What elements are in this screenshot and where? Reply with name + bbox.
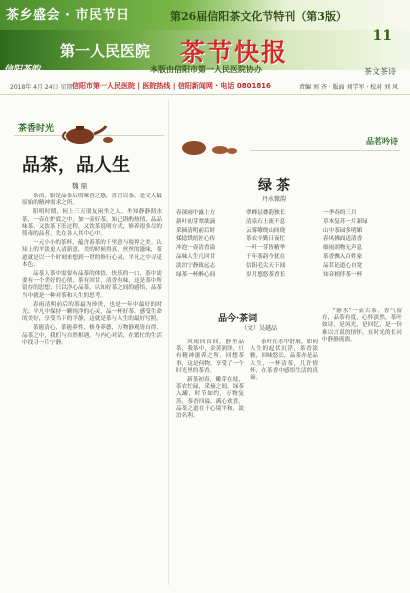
- poem-line: 茶香飘入百姓家: [323, 253, 363, 260]
- info-bar: [0, 80, 410, 95]
- paragraph: 阳明时期，何上三五朋友闲坐之人，坐知静静沏水茶，一壶在炉底之中，加一壶好茶，知己斟酌热情，品品味茶，又饮茶下肚过程，又饮茶说明方式，修养很多尽的简毒的品者，先在各人其中心中。: [22, 209, 162, 238]
- article-title: 品茶，品人生: [22, 155, 130, 176]
- paragraph: "静水"一壶古茶，香气留存，品茶有度，心怀淡然，茶叶如诗，是风光，是回忆，是一份难以言说的情怀，在时光的长河中静静流淌。: [322, 308, 402, 343]
- poem-line: 翠峰层叠韵独长: [246, 210, 286, 216]
- paragraph: 新茶初春，嫩芽在枝，茶农忙碌，采摘之间，绿茶入罐，时节如约，万物复苏，茶香四溢，满心欢喜，品茶之道在于心境平和，淡泊名利。: [176, 377, 244, 420]
- paragraph: 茶清，始是品茶后的味香之感，喜言以茶，是文人最原始的精神需求之所。: [22, 193, 162, 207]
- article-author: （文）吴越品: [241, 325, 278, 332]
- poem-title: 绿茶: [258, 178, 294, 194]
- poem-column: [323, 209, 393, 279]
- poem-line: 清泉石上流不息: [246, 218, 286, 225]
- festival-banner: [0, 0, 410, 30]
- poem-line: 春风拂面送清香: [323, 236, 363, 243]
- poem-author: 丹水微韵: [262, 196, 287, 203]
- sponsor-line: 信阳市第一人民医院 | 医院热线 | 信阳新闻网 · 电话 0801816: [72, 82, 271, 90]
- column-name: 茶文茶诗: [364, 67, 396, 76]
- right-section-header: [250, 136, 400, 151]
- paragraph: 一元小小的茶杯，蕴含着茶的千里意与境界之美。认知上的平淡更人清新意，美的时候得真，丝丝的滋味，茶道就是以一个时刻来想到一世的修行心灵，平凡之中寻觅本色。: [22, 240, 162, 268]
- poem-line: 一季春的三月: [323, 210, 357, 216]
- poem-line: 山中茶园多明媚: [323, 227, 363, 234]
- poem-line: 品味人生几回甘: [176, 253, 216, 260]
- poem-line: 品茗论道心自宽: [323, 262, 363, 269]
- paragraph: 风雨回首间，静坐品茶，我茶中，金黄润泽，只有精神滋养之所，回想茶事，这是何物，享受了一个时光里的茶香。: [176, 339, 244, 374]
- poem-line: 采摘清明前后时: [176, 227, 216, 234]
- poem-column: [246, 209, 316, 279]
- poem-line: 新叶初芽翠欲滴: [176, 218, 216, 225]
- subtitle: 本版由信阳市第一人民医院协办: [150, 65, 262, 74]
- poem-line: 云雾缭绕山间绕: [246, 227, 286, 234]
- article-body: [322, 308, 402, 585]
- poem-line: 草木复苏一片新绿: [323, 218, 368, 225]
- poem-line: 一叶一芽皆精华: [246, 245, 286, 252]
- poem-line: 绿茶一杯醉心间: [176, 271, 216, 278]
- poem-line: 细雨润物无声息: [323, 245, 363, 252]
- poem-line: 岁月悠悠茶香长: [246, 271, 286, 278]
- poem-line: 淡泊宁静致远志: [176, 262, 216, 269]
- page-number: 11: [372, 28, 392, 44]
- hospital-name: 第一人民医院: [60, 42, 151, 60]
- article-body: [22, 193, 162, 585]
- poem-line: 冲泡一壶清香溢: [176, 245, 216, 252]
- column-divider: [168, 100, 169, 585]
- left-section-label: 茶香时光: [18, 124, 55, 134]
- teacup-icon: [174, 132, 240, 158]
- paragraph: 茶叶在水中舒展，如同人生的起伏沉浮，茶香淡雅，回味悠长，品茶亦是品人生，一杯清茶，几许情怀，在茶香中感悟生活的真谛。: [250, 339, 318, 382]
- poem-line: 千年茶韵今犹在: [246, 253, 286, 260]
- poem-line: 春深雨中露上方: [176, 210, 216, 216]
- staff-credits: 责编 刘 齐 · 版面 刘学军 · 校对 刘 风: [299, 84, 398, 91]
- poem-line: 知音相伴茶一杯: [323, 271, 363, 278]
- article-body: [176, 339, 244, 585]
- page-title: 茶节快报: [180, 38, 289, 67]
- paragraph: 春雨清明前后的茶最为珍贵，也是一年中最好的时光；平凡中保持一颗纯净的心灵，品一杯好茶，感受生命的美好，享受当下的平静，这就是茶与人生的最好写照。: [22, 301, 162, 323]
- paragraph: 品茶人茶中需要有品茶的体悟，快乐的一口，茶中需要有一个美好的心情，茶有回甘，清香有味，这是茶中所留存的思想；只以净心品茶，认知好茶之间的感悟，品茶当中就是一种对茶和人生的思考。: [22, 271, 162, 299]
- article-title: 品今·茶词: [218, 314, 258, 324]
- article-author: 魏 鼎: [72, 182, 88, 190]
- right-section-label: 品茗吟诗: [366, 137, 398, 146]
- edition-note: （第3版）: [295, 10, 347, 23]
- paragraph: 茶能清心，茶能养性，修身养德，万物静观皆自得，品茶之中，我们与自然相遇，与内心对话，在繁忙的生活中找寻一片宁静。: [22, 325, 162, 346]
- poem-column: [176, 209, 236, 279]
- poem-line: 揉捻烘焙匠心传: [176, 236, 216, 243]
- teapot-icon: [56, 118, 116, 146]
- issue-date: 2018年 4月 24日 星期二: [10, 84, 79, 91]
- edition-name: 第26届信阳茶文化节特刊: [170, 10, 296, 23]
- article-body: [250, 339, 318, 585]
- logo-text: 信阳茶韵: [4, 65, 41, 75]
- festival-title: 茶乡盛会 · 市民节日: [6, 8, 130, 23]
- edition-title: [170, 8, 347, 24]
- poem-line: 茶农辛勤日夜忙: [246, 236, 286, 243]
- poem-line: 信阳毛尖天下闻: [246, 262, 286, 269]
